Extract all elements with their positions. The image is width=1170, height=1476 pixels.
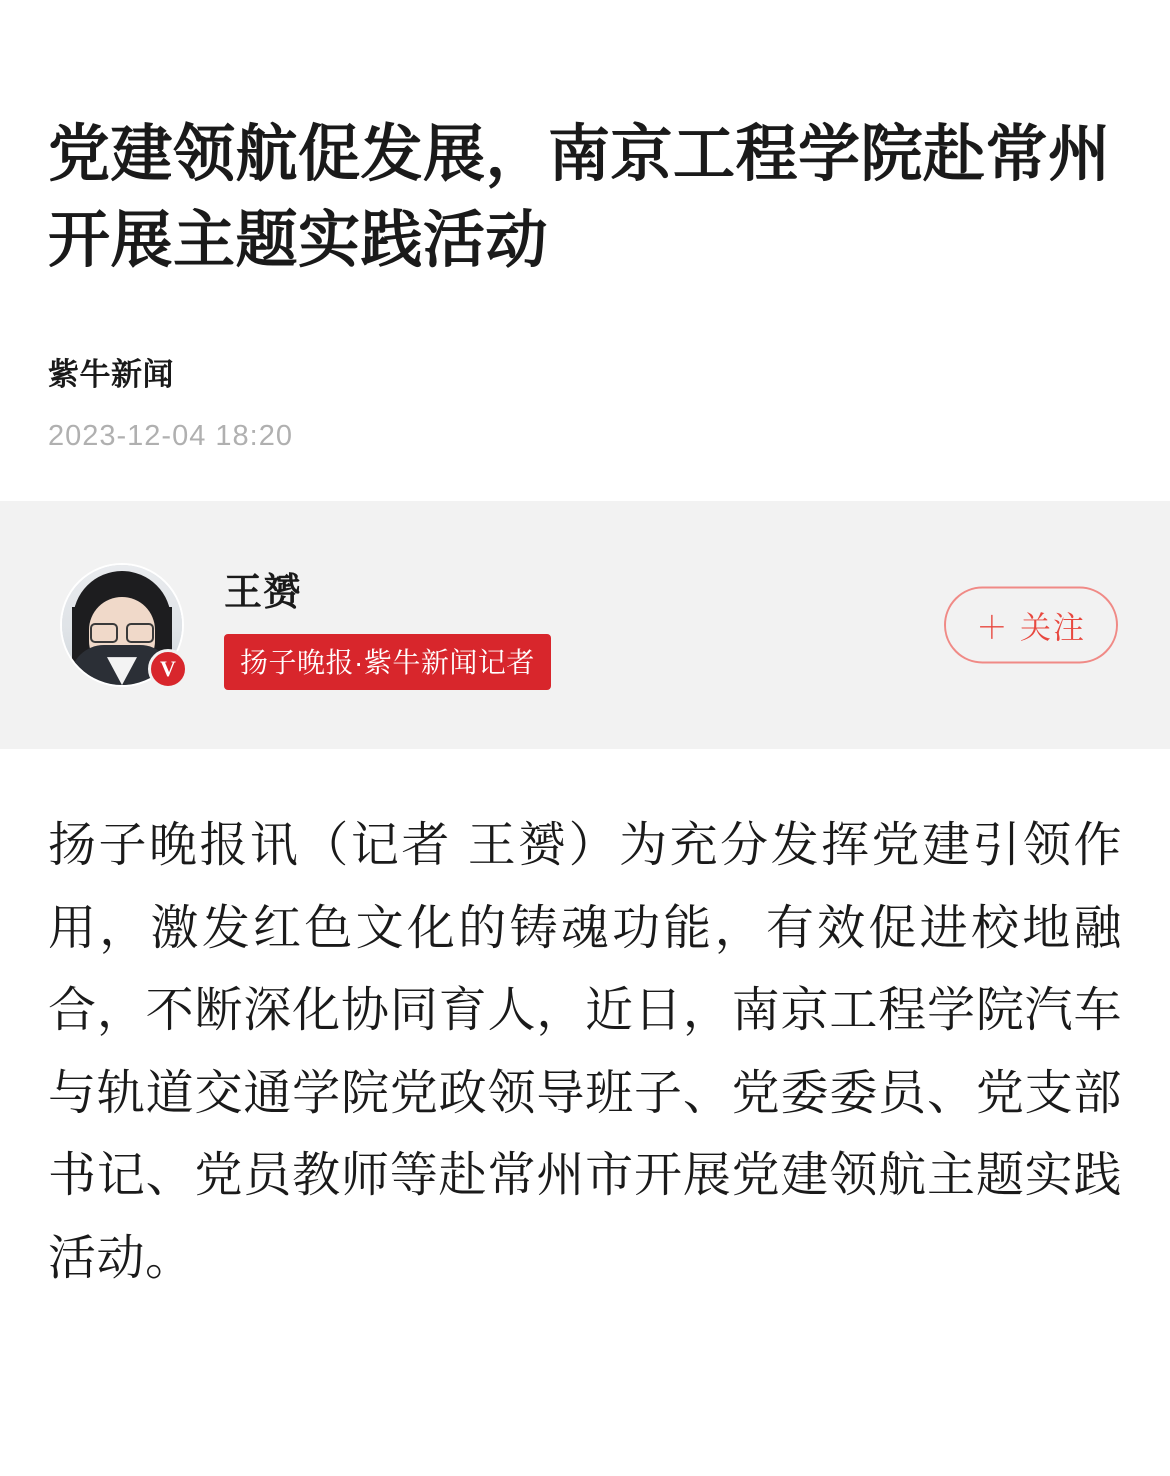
author-bar xyxy=(0,501,1170,749)
article-body xyxy=(0,749,1170,1360)
author-role-badge: 扬子晚报·紫牛新闻记者 xyxy=(224,634,551,690)
follow-button[interactable]: ＋ 关注 xyxy=(944,587,1118,664)
article-source: 紫牛新闻 xyxy=(48,357,174,393)
author-name[interactable]: 王赟 xyxy=(224,571,303,614)
avatar[interactable] xyxy=(60,563,184,687)
verified-badge-icon: V xyxy=(148,649,188,689)
page-title: 党建领航促发展，南京工程学院赴常州开展主题实践活动 xyxy=(48,120,1111,275)
publish-timestamp: 2023-12-04 18:20 xyxy=(48,420,293,453)
article-header xyxy=(0,0,1170,501)
author-info xyxy=(224,561,551,690)
article-paragraph: 扬子晚报讯（记者 王赟）为充分发挥党建引领作用，激发红色文化的铸魂功能，有效促进校地融合，不断深化协同育人，近日，南京工程学院汽车与轨道交通学院党政领导班子、党委委员、党支部书记、党员教师等赴常州市开展党建领航主题实践活动。 xyxy=(48,819,1122,1285)
